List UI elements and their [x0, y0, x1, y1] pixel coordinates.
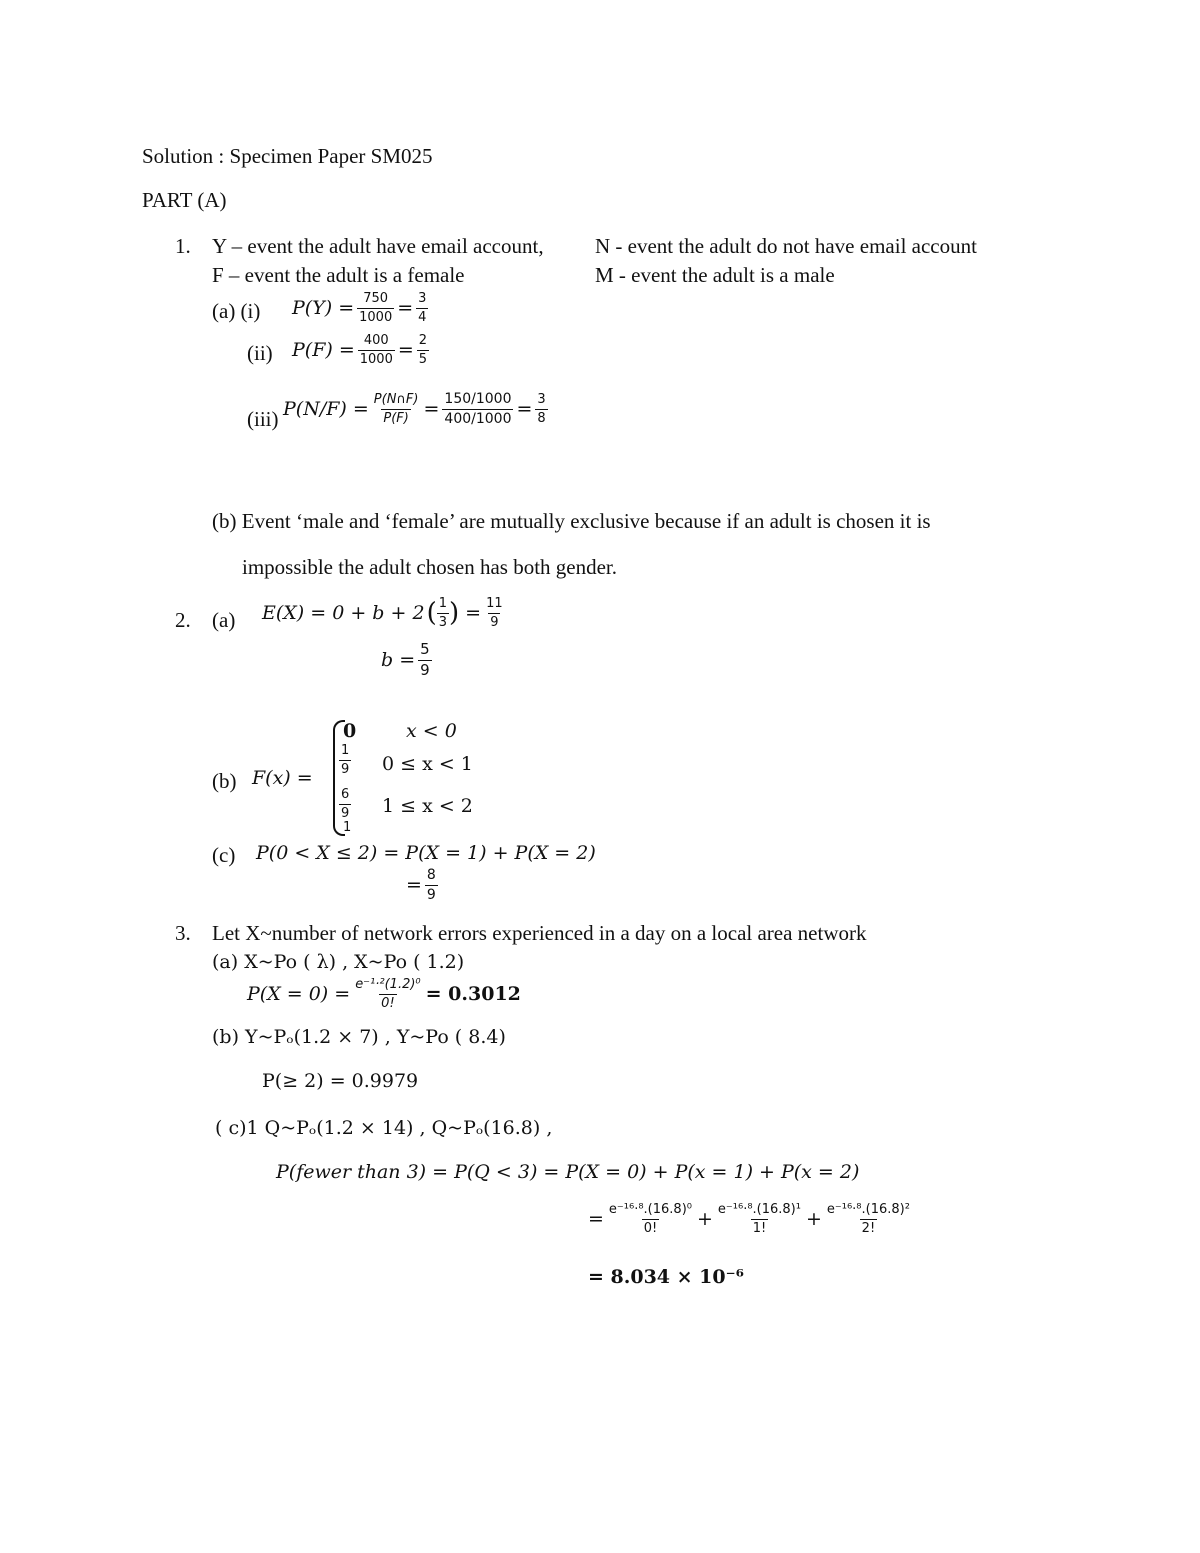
q1-def-f: F – event the adult is a female [212, 263, 465, 287]
q3c-term-2: $\frac{\text{e⁻¹⁶·⁸.(16.8)¹}}{1!}$ [717, 1202, 801, 1236]
document-title: Solution : Specimen Paper SM025 [142, 144, 433, 168]
q1b-line1: (b) Event ‘male and ‘female’ are mutually exclusive because if an adult is chosen it is [212, 509, 931, 533]
q2a-lhs: E(X) = 0 + b + 2 [262, 602, 425, 625]
q2c-result-frac: $\frac{8}{9}$ [426, 867, 436, 903]
q1ai-frac1: $\frac{750}{1000}$ [359, 291, 393, 325]
q3b-result: P(≥ 2) = 0.9979 [262, 1070, 419, 1092]
q1-number: 1. [175, 234, 191, 258]
cdf-cond-2: 1 ≤ x < 2 [382, 795, 473, 817]
q1aiii-lhs: P(N/F) = [283, 398, 369, 421]
q2b-cdf-lhs: F(x) = [252, 767, 313, 789]
cdf-value-1: $\frac{1}{9}$ [341, 743, 350, 777]
q2a-result-frac: $\frac{11}{9}$ [486, 596, 503, 630]
q3c-equation: P(fewer than 3) = P(Q < 3) = P(X = 0) + P(x = 1) + P(x = 2) [276, 1161, 860, 1183]
cdf-cond-0: x < 0 [406, 720, 457, 742]
part-heading: PART (A) [142, 188, 227, 212]
cdf-value-0: 0 [343, 720, 357, 742]
q3a-equation: P(X = 0) = $\frac{\text{e⁻¹·²(1.2)⁰}}{0!}$ = 0.3012 [247, 977, 521, 1011]
q2c-equation: P(0 < X ≤ 2) = P(X = 1) + P(X = 2) [256, 842, 596, 864]
q1aiii-frac1: $\frac{P(N\cap F)}{P(F)}$ [373, 392, 419, 426]
q2a-b-frac: $\frac{5}{9}$ [420, 640, 430, 679]
q2a-b-equation: b = $\frac{5}{9}$ [381, 640, 430, 679]
q1aii-frac2: $\frac{2}{5}$ [418, 333, 428, 367]
q3c-term-1: $\frac{\text{e⁻¹⁶·⁸.(16.8)⁰}}{0!}$ [608, 1202, 692, 1236]
q3a-frac: $\frac{\text{e⁻¹·²(1.2)⁰}}{0!}$ [355, 977, 421, 1011]
q2-number: 2. [175, 608, 191, 632]
q1aiii-frac2: $\frac{150/1000}{400/1000}$ [444, 391, 512, 427]
q3c-term-3: $\frac{\text{e⁻¹⁶·⁸.(16.8)²}}{2!}$ [826, 1202, 910, 1236]
q3c-final: = 8.034 × 10⁻⁶ [588, 1266, 744, 1288]
q1b-line2: impossible the adult chosen has both gender. [242, 555, 618, 579]
q1-def-m: M - event the adult is a male [595, 263, 835, 287]
q1aii-lhs: P(F) = [292, 339, 355, 362]
q1aiii-frac3: $\frac{3}{8}$ [537, 392, 546, 426]
cdf-cond-1: 0 ≤ x < 1 [382, 753, 473, 775]
q3a-line: (a) X~Po ( λ) , X~Po ( 1.2) [212, 951, 465, 973]
q3-intro: Let X~number of network errors experienced in a day on a local area network [212, 921, 867, 945]
cdf-value-3: 1 [343, 820, 352, 835]
q1-def-y: Y – event the adult have email account, [212, 234, 544, 258]
q3b-line: (b) Y~Pₒ(1.2 × 7) , Y~Po ( 8.4) [212, 1026, 506, 1048]
q1aiii-label: (iii) [247, 407, 279, 431]
q2b-label: (b) [212, 769, 237, 793]
q3c-line: ( c)1 Q~Pₒ(1.2 × 14) , Q~Pₒ(16.8) , [215, 1117, 553, 1139]
q1ai-equation: P(Y) = $\frac{750}{1000}$ = $\frac{3}{4}$ [292, 291, 427, 325]
q2a-label: (a) [212, 608, 236, 632]
q1aii-label: (ii) [247, 341, 273, 365]
q1aii-frac1: $\frac{400}{1000}$ [359, 333, 393, 367]
q1ai-frac2: $\frac{3}{4}$ [418, 291, 427, 325]
q1ai-lhs: P(Y) = [292, 297, 355, 320]
q1a-label: (a) (i) [212, 299, 261, 323]
q3c-sum: = $\frac{\text{e⁻¹⁶·⁸.(16.8)⁰}}{0!}$ + $\frac{\text{e⁻¹⁶·⁸.(16.8)¹}}{1!}$ + $\frac{\text{e⁻¹⁶·⁸.(16.8)²}}{2!}$ [588, 1202, 910, 1236]
q3-number: 3. [175, 921, 191, 945]
q1-def-n: N - event the adult do not have email account [595, 234, 977, 258]
q2c-result: = $\frac{8}{9}$ [406, 867, 436, 903]
q2a-equation: E(X) = 0 + b + 2 ( $\frac{1}{3}$ ) = $\frac{11}{9}$ [262, 596, 503, 630]
q2a-paren-frac: $\frac{1}{3}$ [438, 596, 447, 630]
cdf-value-2: $\frac{6}{9}$ [341, 787, 350, 821]
q1aii-equation: P(F) = $\frac{400}{1000}$ = $\frac{2}{5}$ [292, 333, 428, 367]
q1aiii-equation: P(N/F) = $\frac{P(N\cap F)}{P(F)}$ = $\frac{150/1000}{400/1000}$ = $\frac{3}{8}$ [283, 391, 546, 427]
q2c-label: (c) [212, 843, 236, 867]
